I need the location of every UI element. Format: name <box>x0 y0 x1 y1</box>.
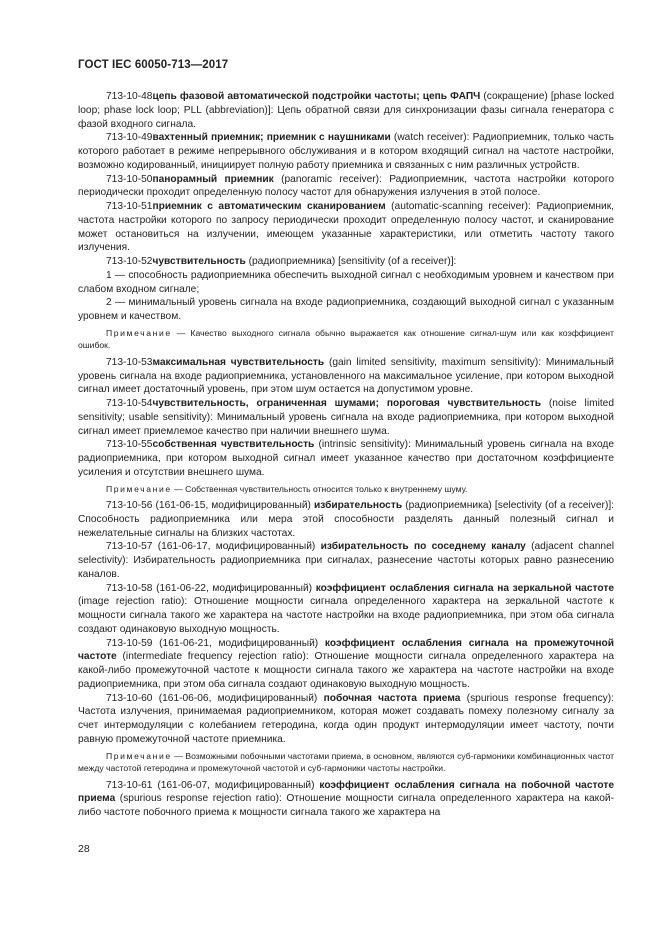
term-definition: Минимальный уровень сигнала на входе радиоприемника, при котором выходной сигнал имеет указанное качество при достаточном коэффициенте усиления и отсутствии внешнего шума. <box>78 439 614 478</box>
term-number: 713-10-57 <box>106 541 153 553</box>
entries-group-2 <box>78 356 614 480</box>
term-reference: (161-06-06, модифицированный) <box>152 692 324 704</box>
term-number: 713-10-54 <box>106 398 153 409</box>
term-entry <box>78 356 614 397</box>
term-entry <box>78 540 614 581</box>
term-name: избирательность по соседнему каналу <box>320 541 526 553</box>
document-header: ГОСТ IEC 60050-713—2017 <box>78 59 229 71</box>
term-entry <box>78 90 614 131</box>
note <box>78 327 614 352</box>
entries-group-4 <box>78 779 614 820</box>
term-english: (intrinsic sensitivity): <box>314 439 416 451</box>
term-name: приемник с автоматическим сканированием <box>152 201 386 212</box>
term-name: максимальная чувствительность <box>152 356 325 368</box>
term-definition: Отношение мощности сигнала определенного характера на какой-либо частоте побочного приема к мощности сигнала такого же характера на <box>78 793 614 818</box>
term-name: коэффициент ослабления сигнала на промежуточной частоте <box>78 637 614 663</box>
term-name: вахтенный приемник; приемник с наушниками <box>152 132 391 144</box>
term-definition: Радиоприемник, частота настройки которого по запросу периодически проходит определенную полосу частот, и сканирование может остановиться на излучении, имеющем указанные характеристики, или отметить частоту такого излучения. <box>78 201 615 254</box>
term-name: избирательность <box>314 500 403 511</box>
list-item: 2 — минимальный уровень сигнала на входе радиоприемника, создающий выходной сигнал с указанным уровнем и качеством. <box>78 297 614 322</box>
term-entry <box>78 637 614 692</box>
term-number: 713-10-58 <box>106 582 153 594</box>
term-english: (spurious response frequency): <box>460 692 614 704</box>
entries-group-3 <box>78 499 614 747</box>
note <box>78 483 614 496</box>
term-entry <box>78 200 614 255</box>
term-number: 713-10-51 <box>106 201 153 212</box>
term-english: (panoramic receiver): <box>273 173 390 185</box>
term-english: (image rejection ratio): <box>78 596 195 608</box>
term-reference: (161-06-07, модифицированный) <box>152 779 320 791</box>
document-body <box>78 90 614 820</box>
note-label: Примечание <box>106 327 172 338</box>
term-definition: Отношение мощности сигнала определенного характера на какой-либо промежуточной частоте к мощности сигнала такого же характера на частоте настройки на входе радиоприемника, при этом оба сигнала создают одинаковую выходную мощность. <box>78 651 614 690</box>
term-entry <box>78 173 614 201</box>
list-item: 1 — способность радиоприемника обеспечить выходной сигнал с необходимым уровнем и качеством при слабом входном сигнале; <box>78 269 614 295</box>
term-entry <box>78 779 614 820</box>
note-text: — Качество выходного сигнала обычно выражается как отношение сигнал-шум или как коэффициент ошибок. <box>78 327 614 351</box>
entries-group-1 <box>78 90 614 269</box>
term-number: 713-10-48 <box>106 91 153 102</box>
term-definition: Радиоприемник, только часть которого работает в режиме непрерывного обслуживания и в котором входящий сигнал на частоте настройки, возможно кодированный, инициирует полную работу приемника и связанных с ним различных устройств. <box>78 132 614 171</box>
term-number: 713-10-53 <box>106 356 153 368</box>
term-name: чувствительность <box>152 256 246 267</box>
term-number: 713-10-56 <box>106 500 153 511</box>
term-reference: (161-06-17, модифицированный) <box>152 541 321 553</box>
note-label: Примечание <box>106 750 172 761</box>
term-number: 713-10-52 <box>106 256 153 267</box>
term-definition: Частота излучения, принимаемая радиоприемником, которая может создавать помеху полезному сигналу за счет интермодуляции с колебанием гетеродина, когда один продукт интермодуляции имеет частоту, почти равную промежуточной частоте приемника. <box>78 706 614 745</box>
term-english: (spurious response rejection ratio): <box>115 793 287 805</box>
term-english: (noise limited sensitivity; usable sensitivity): <box>78 398 614 423</box>
term-definition: Минимальный уровень сигнала на входе радиоприемника, установленного на максимальное усиление, при котором выходной сигнал имеет достаточный уровень, при этом шум остается на допустимом уровне. <box>78 356 614 396</box>
term-english: (радиоприемника) [selectivity (of a receiver)]: <box>402 500 615 511</box>
term-english: (gain limited sensitivity, maximum sensitivity): <box>324 356 546 368</box>
term-english: (intermediate frequency rejection ratio): <box>116 651 315 663</box>
term-number: 713-10-59 <box>106 637 153 649</box>
term-english: (adjacent channel selectivity): <box>78 541 614 566</box>
term-definition: Способность радиоприемника или мера этой способности разделять данный полезный сигнал и нежелательные сигналы на близких частотах. <box>78 513 614 539</box>
term-english: (watch receiver): <box>390 132 473 144</box>
term-definition: Минимальный уровень сигнала на входе радиоприемника, при котором выходной сигнал имеет приемлемое качество при наличии внешнего шума. <box>78 411 615 437</box>
term-name: побочная частота приема <box>323 692 461 704</box>
term-definition: Отношение мощности сигнала определенного характера на зеркальной частоте к мощности сигнала такого же характера на частоте настройки на входе радиоприемника, при этом оба сигнала создают одинаковую выходную мощность. <box>78 596 614 635</box>
term-number: 713-10-49 <box>106 132 153 144</box>
term-number: 713-10-55 <box>106 439 153 451</box>
term-number: 713-10-60 <box>106 692 153 704</box>
term-name: коэффициент ослабления сигнала на побочной частоте приема <box>78 779 614 805</box>
term-number: 713-10-50 <box>106 173 153 185</box>
page-number: 28 <box>78 843 90 855</box>
term-entry <box>78 692 614 747</box>
term-definition: Цепь обратной связи для синхронизации фазы сигнала генератора с фазой входного сигнала. <box>78 104 614 130</box>
note <box>78 750 614 775</box>
term-name: панорамный приемник <box>152 173 274 185</box>
term-number: 713-10-61 <box>106 779 153 791</box>
term-english: (automatic-scanning receiver): <box>385 201 537 212</box>
term-name: чувствительность, ограниченная шумами; пороговая чувствительность <box>152 398 541 409</box>
term-reference: (161-06-21, модифицированный) <box>152 637 325 649</box>
term-name: собственная чувствительность <box>152 439 315 451</box>
term-entry <box>78 499 614 540</box>
term-english: (сокращение) [phase locked loop; phase lock loop; PLL (abbreviation)]: <box>78 91 614 116</box>
term-name: цепь фазовой автоматической подстройки частоты; цепь ФАПЧ <box>152 91 481 102</box>
term-name: коэффициент ослабления сигнала на зеркальной частоте <box>315 582 614 594</box>
term-reference: (161-06-22, модифицированный) <box>152 582 316 594</box>
term-entry <box>78 582 614 637</box>
term-reference: (161-06-15, модифицированный) <box>152 500 315 511</box>
term-entry <box>78 255 614 269</box>
term-entry <box>78 438 614 479</box>
note-text: — Возможными побочными частотами приема, в основном, являются суб-гармоники комбинационных частот между частотой гетеродина и промежуточной частотой и суб-гармоники частоты настройки. <box>78 750 614 773</box>
note-text: — Собственная чувствительность относится только к внутреннему шуму. <box>171 483 468 494</box>
term-english: (радиоприемника) [sensitivity (of a receiver)]: <box>245 256 457 267</box>
note-label: Примечание <box>106 483 172 494</box>
term-entry <box>78 397 614 438</box>
term-definition: Радиоприемник, частота настройки которого периодически проходит определенную полосу частот для обнаружения излучения в этой полосе. <box>78 173 615 199</box>
term-definition: Избирательность радиоприемника при сигналах, разнесение частоты которых равно разнесению каналов. <box>78 555 614 580</box>
term-entry <box>78 131 614 172</box>
